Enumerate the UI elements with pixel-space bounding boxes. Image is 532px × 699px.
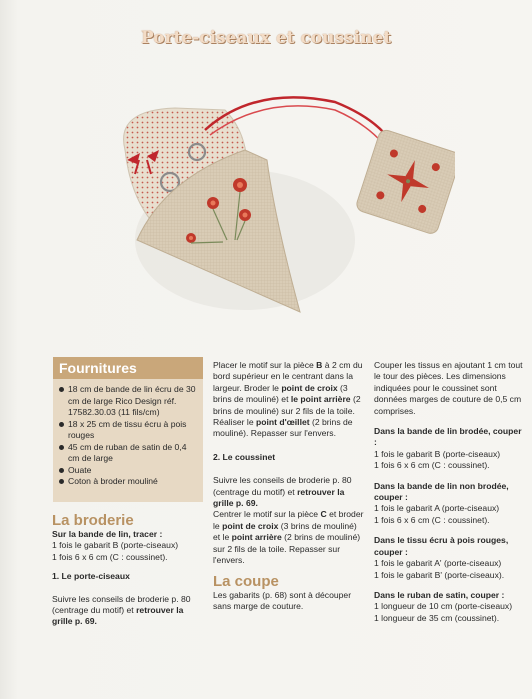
cut-block-line: 1 fois le gabarit B (porte-ciseaux)	[374, 448, 501, 459]
cut-block	[374, 590, 526, 624]
pincushion	[355, 128, 455, 235]
text: Suivre les conseils de broderie p. 80 (centrage du motif) et	[213, 475, 352, 497]
text: C	[320, 509, 327, 520]
cut-block-heading: Dans le ruban de satin, couper :	[374, 589, 505, 600]
step2-title: 2. Le coussinet	[213, 451, 276, 462]
embroidery-heading: La broderie	[52, 512, 134, 529]
cut-text: Les gabarits (p. 68) sont à découper sans marge de couture.	[213, 589, 352, 611]
step1-title: 1. Le porte-ciseaux	[52, 571, 130, 582]
cut-block-line: 1 fois 6 x 6 cm (C : coussinet).	[374, 514, 490, 525]
step1-text-b: retrouver la grille p. 69.	[52, 605, 184, 627]
text: retrouver la grille p. 69.	[213, 486, 345, 509]
embroidery-section	[52, 512, 205, 628]
text: à 2 cm du bord supérieur en le centrant dans la largeur. Broder le	[213, 360, 363, 393]
column-3	[374, 360, 526, 624]
supplies-item: 18 x 25 cm de tissu écru à pois rouges	[59, 419, 199, 442]
cut-block-line: 1 fois 6 x 6 cm (C : coussinet).	[374, 460, 490, 471]
cut-block-line: 1 fois le gabarit A (porte-ciseaux)	[374, 503, 500, 514]
cut-block-heading: Dans le tissu écru à pois rouges, couper :	[374, 535, 509, 557]
supplies-item: Coton à broder mouliné	[59, 476, 199, 488]
col3-intro: Couper les tissus en ajoutant 1 cm tout le tour des pièces. Les dimensions indiquées pour le coussinet sont données marges de couture de 0,5 cm comprises.	[374, 360, 523, 416]
text: point arrière	[231, 532, 282, 543]
supplies-item: 45 cm de ruban de satin de 0,4 cm de large	[59, 442, 199, 465]
cut-block-heading: Dans la bande de lin brodée, couper :	[374, 426, 522, 448]
step1-text-a: Suivre les conseils de broderie p. 80 (centrage du motif) et	[52, 593, 191, 616]
embroidery-line: 1 fois le gabarit B (porte-ciseaux)	[52, 540, 179, 551]
cut-block-heading: Dans la bande de lin non brodée, couper :	[374, 480, 509, 503]
cut-block	[374, 426, 526, 472]
embroidery-line: 1 fois 6 x 6 cm (C : coussinet).	[52, 551, 168, 562]
col2-paragraph-2	[213, 475, 365, 509]
text: et broder le	[213, 509, 364, 531]
cut-block-line: 1 fois le gabarit A' (porte-ciseaux)	[374, 558, 502, 569]
supplies-item: 18 cm de bande de lin écru de 30 cm de large Rico Design réf. 17582.30.03 (11 fils/cm)	[59, 384, 199, 419]
text: le point arrière	[290, 394, 351, 405]
step1-text	[52, 594, 205, 628]
text: Centrer le motif sur la pièce	[213, 509, 321, 520]
text: (2 brins de mouliné) sur 2 fils de la toile. Réaliser le	[213, 394, 361, 428]
column-2	[213, 360, 365, 612]
text: (3 brins de mouliné) et le	[213, 520, 357, 543]
supplies-list	[53, 379, 203, 488]
text: point de croix	[222, 520, 279, 531]
col2-paragraph-1	[213, 360, 365, 440]
supplies-heading: Fournitures	[53, 357, 203, 379]
text: B	[316, 360, 323, 370]
cut-block-line: 1 longueur de 35 cm (coussinet).	[374, 612, 500, 623]
embroidery-intro: Sur la bande de lin, tracer :	[52, 529, 163, 539]
text: (2 brins de mouliné). Repasser sur l'envers.	[213, 417, 353, 439]
page-title: Porte-ciseaux et coussinet	[140, 28, 392, 48]
text: (3 brins de mouliné) et	[213, 382, 348, 405]
cut-block	[374, 481, 526, 527]
cut-block	[374, 535, 526, 581]
text: point d'œillet	[256, 417, 310, 428]
text: point de croix	[281, 382, 338, 393]
supplies-box	[53, 357, 203, 502]
product-photo	[95, 90, 455, 320]
text: Placer le motif sur la pièce	[213, 360, 317, 370]
cut-block-line: 1 longueur de 10 cm (porte-ciseaux)	[374, 601, 513, 612]
cut-heading: La coupe	[213, 572, 279, 590]
supplies-item: Ouate	[59, 465, 199, 477]
cut-block-line: 1 fois le gabarit B' (porte-ciseaux).	[374, 569, 505, 580]
col2-paragraph-3	[213, 509, 365, 566]
text: (2 brins de mouliné) sur 2 fils de la toile. Repasser sur l'envers.	[213, 532, 361, 566]
